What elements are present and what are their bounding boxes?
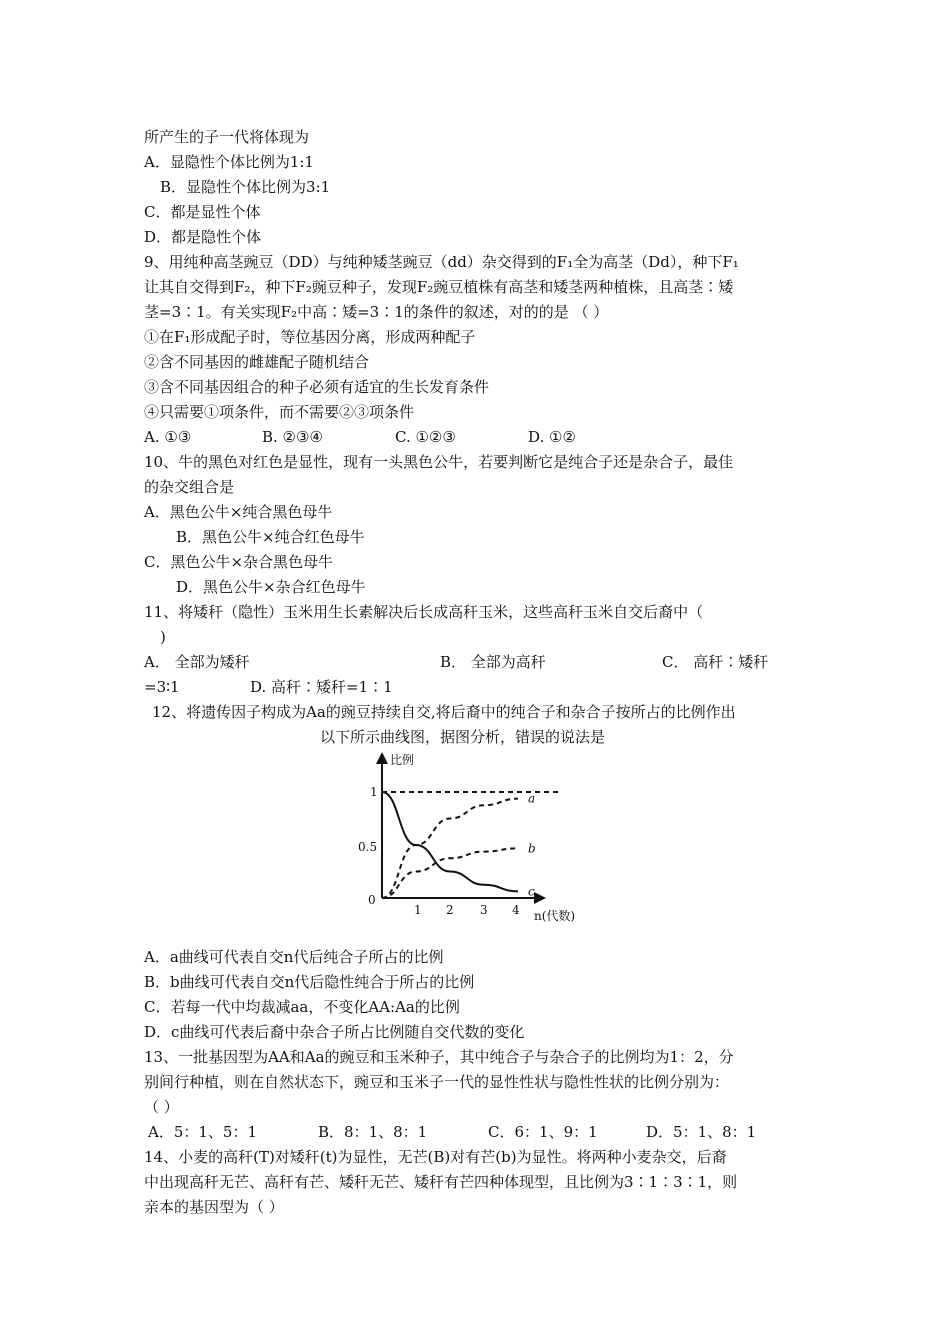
q10-option-a: A．黑色公牛×纯合黑色母牛 xyxy=(144,503,333,521)
series-c-curve xyxy=(382,792,518,891)
q13-stem-line2: 别间行种植，则在自然状态下，豌豆和玉米子一代的显性性状与隐性性状的比例分别为： xyxy=(144,1073,730,1091)
q13-option-c: C．6：1、9：1 xyxy=(488,1123,598,1141)
x-tick-3: 3 xyxy=(480,903,488,917)
y-tick-0: 0 xyxy=(368,893,376,907)
q13-option-a: A．5：1、5：1 xyxy=(148,1123,258,1141)
q11-option-c-part2: =3∶1 xyxy=(144,678,180,696)
q9-option-d: D. ①② xyxy=(528,428,576,446)
q9-stem-line3: 茎=3∶1。有关实现F₂中高∶矮=3∶1的条件的叙述，对的的是 （ ） xyxy=(144,303,609,321)
y-tick-0-5: 0.5 xyxy=(358,840,378,854)
x-tick-2: 2 xyxy=(446,903,454,917)
series-b-label: b xyxy=(528,841,536,856)
q9-item-1: ①在F₁形成配子时，等位基因分离，形成两种配子 xyxy=(144,328,476,346)
q11-stem-line2: ) xyxy=(160,628,166,646)
y-axis-label: 比例 xyxy=(390,753,415,767)
q10-option-d: D．黑色公牛×杂合红色母牛 xyxy=(176,578,366,596)
q10-option-b: B．黑色公牛×纯合红色母牛 xyxy=(176,528,365,546)
q8-stem: 所产生的子一代将体现为 xyxy=(144,128,310,146)
q9-option-a: A. ①③ xyxy=(144,428,192,446)
q8-option-a: A．显隐性个体比例为1:1 xyxy=(144,153,314,171)
q13-option-d: D．5：1、8：1 xyxy=(646,1123,757,1141)
q9-option-b: B. ②③④ xyxy=(262,428,323,446)
q9-item-3: ③含不同基因组合的种子必须有适宜的生长发育条件 xyxy=(144,378,490,396)
series-c-label: c xyxy=(528,884,535,899)
q12-option-b: B．b曲线可代表自交n代后隐性纯合于所占的比例 xyxy=(144,973,475,991)
q12-option-a: A．a曲线可代表自交n代后纯合子所占的比例 xyxy=(144,948,444,966)
q8-option-c: C．都是显性个体 xyxy=(144,203,261,221)
x-axis-label: n(代数) xyxy=(534,909,576,923)
q12-option-c: C．若每一代中均裁减aa，不变化AA:Aa的比例 xyxy=(144,998,460,1016)
q10-stem-line2: 的杂交组合是 xyxy=(144,478,235,496)
q14-stem-line3: 亲本的基因型为（ ） xyxy=(144,1198,284,1216)
x-tick-4: 4 xyxy=(512,903,520,917)
q10-stem-line1: 10、牛的黑色对红色是显性，现有一头黑色公牛，若要判断它是纯合子还是杂合子，最佳 xyxy=(144,453,734,471)
q11-option-b: B． 全部为高秆 xyxy=(440,653,546,671)
series-a-label: a xyxy=(528,791,536,806)
q11-option-c-part1: C． 高秆∶矮秆 xyxy=(662,653,769,671)
q12-stem-line1: 12、将遗传因子构成为Aa的豌豆持续自交,将后裔中的纯合子和杂合子按所占的比例作出 xyxy=(152,703,736,721)
q11-stem-line1: 11、将矮秆（隐性）玉米用生长素解决后长成高秆玉米，这些高秆玉米自交后裔中（ xyxy=(144,603,704,621)
q12-curve-chart xyxy=(350,748,598,928)
q13-stem-line1: 13、一批基因型为AA和Aa的豌豆和玉米种子，其中纯合子与杂合子的比例均为1：2，分 xyxy=(144,1048,734,1066)
x-tick-1: 1 xyxy=(414,903,422,917)
y-tick-1: 1 xyxy=(370,785,378,799)
q12-stem-line2: 以下所示曲线图，据图分析，错误的说法是 xyxy=(320,728,606,746)
q12-option-d: D．c曲线可代表后裔中杂合子所占比例随自交代数的变化 xyxy=(144,1023,525,1041)
q9-stem-line2: 让其自交得到F₂，种下F₂豌豆种子，发现F₂豌豆植株有高茎和矮茎两种植株，且高茎∶矮 xyxy=(144,278,734,296)
q8-option-b: B．显隐性个体比例为3:1 xyxy=(160,178,331,196)
q14-stem-line2: 中出现高秆无芒、高秆有芒、矮秆无芒、矮秆有芒四种体现型，且比例为3∶1∶3∶1，则 xyxy=(144,1173,738,1191)
q9-item-4: ④只需要①项条件，而不需要②③项条件 xyxy=(144,403,415,421)
q10-option-c: C．黑色公牛×杂合黑色母牛 xyxy=(144,553,334,571)
q13-stem-line3: （ ） xyxy=(144,1098,179,1116)
q8-option-d: D．都是隐性个体 xyxy=(144,228,262,246)
q9-item-2: ②含不同基因的雌雄配子随机结合 xyxy=(144,353,370,371)
q11-option-a: A． 全部为矮秆 xyxy=(144,653,250,671)
q9-option-c: C. ①②③ xyxy=(395,428,456,446)
series-a-curve xyxy=(382,799,518,898)
q13-option-b: B．8：1、8：1 xyxy=(318,1123,428,1141)
series-b-curve xyxy=(382,848,518,898)
q9-stem-line1: 9、用纯种高茎豌豆（DD）与纯种矮茎豌豆（dd）杂交得到的F₁全为高茎（Dd），种下F₁ xyxy=(144,253,739,271)
q11-option-d: D. 高秆∶矮秆=1∶1 xyxy=(250,678,393,696)
q14-stem-line1: 14、小麦的高秆(T)对矮秆(t)为显性，无芒(B)对有芒(b)为显性。将两种小麦杂交，后裔 xyxy=(144,1148,727,1166)
